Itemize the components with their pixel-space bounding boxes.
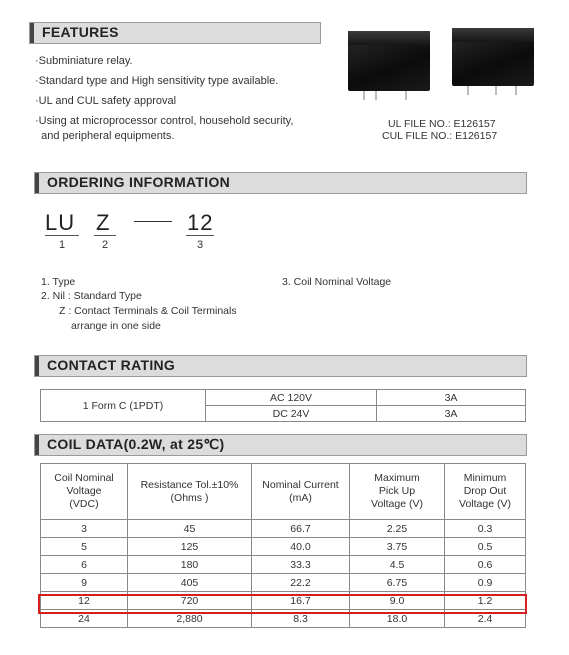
cell-pickup: 18.0 <box>350 610 445 628</box>
rating-voltage: DC 24V <box>206 406 377 422</box>
cell-dropout: 0.6 <box>445 556 526 574</box>
cell-current: 40.0 <box>252 538 350 556</box>
highlight-box <box>38 594 527 614</box>
note-coil-voltage: 3. Coil Nominal Voltage <box>282 276 392 288</box>
rating-current: 3A <box>377 406 526 422</box>
relay-left <box>348 31 430 91</box>
code-part-type: Z <box>96 210 111 235</box>
cell-pickup: 2.25 <box>350 520 445 538</box>
header-nominal-current: Nominal Current (mA) <box>252 464 350 520</box>
cell-pickup: 9.0 <box>350 592 445 610</box>
code-part-series: LU <box>45 210 76 235</box>
cell-resistance: 720 <box>128 592 252 610</box>
cell-resistance: 2,880 <box>128 610 252 628</box>
header-coil-voltage: Coil Nominal Voltage (VDC) <box>41 464 128 520</box>
contact-rating-heading: CONTACT RATING <box>47 357 176 373</box>
coil-data-heading: COIL DATA(0.2W, at 25℃) <box>47 436 225 452</box>
code-number-3: 3 <box>196 239 204 251</box>
contact-rating-heading-bar <box>34 355 527 377</box>
cell-dropout: 1.2 <box>445 592 526 610</box>
cell-coil-voltage: 5 <box>41 538 128 556</box>
table-header-row <box>41 464 526 520</box>
cell-coil-voltage: 12 <box>41 592 128 610</box>
cell-dropout: 0.3 <box>445 520 526 538</box>
cell-coil-voltage: 6 <box>41 556 128 574</box>
cell-pickup: 6.75 <box>350 574 445 592</box>
table-row <box>41 390 526 406</box>
note-z-line2: arrange in one side <box>71 320 161 332</box>
cul-file-number: CUL FILE NO.: E126157 <box>382 130 498 142</box>
features-heading-bar <box>29 22 321 44</box>
code-number-1: 1 <box>58 239 66 251</box>
table-row <box>41 556 526 574</box>
cell-coil-voltage: 3 <box>41 520 128 538</box>
cell-current: 8.3 <box>252 610 350 628</box>
feature-item: ·Using at microprocessor control, household security, <box>35 115 294 127</box>
cell-dropout: 0.5 <box>445 538 526 556</box>
cell-current: 66.7 <box>252 520 350 538</box>
cell-pickup: 4.5 <box>350 556 445 574</box>
feature-item: ·UL and CUL safety approval <box>35 95 177 107</box>
cell-coil-voltage: 24 <box>41 610 128 628</box>
table-row <box>41 520 526 538</box>
cell-coil-voltage: 9 <box>41 574 128 592</box>
table-row <box>41 538 526 556</box>
features-heading: FEATURES <box>42 24 119 40</box>
note-type: 1. Type <box>41 276 76 288</box>
ordering-heading: ORDERING INFORMATION <box>47 174 231 190</box>
coil-data-heading-bar <box>34 434 527 456</box>
header-resistance: Resistance Tol.±10% (Ohms ) <box>128 464 252 520</box>
cell-dropout: 0.9 <box>445 574 526 592</box>
rating-voltage: AC 120V <box>206 390 377 406</box>
ordering-heading-bar <box>34 172 527 194</box>
code-dash <box>134 221 172 222</box>
cell-dropout: 2.4 <box>445 610 526 628</box>
relay-product-image <box>345 28 545 108</box>
contact-form: 1 Form C (1PDT) <box>41 390 206 422</box>
cell-resistance: 125 <box>128 538 252 556</box>
note-z-line1: Z : Contact Terminals & Coil Terminals <box>59 305 237 317</box>
cell-resistance: 180 <box>128 556 252 574</box>
cell-resistance: 45 <box>128 520 252 538</box>
relay-right <box>452 28 534 86</box>
feature-item: and peripheral equipments. <box>35 130 175 142</box>
header-pickup-voltage: Maximum Pick Up Voltage (V) <box>350 464 445 520</box>
contact-rating-table <box>40 389 526 422</box>
code-number-2: 2 <box>101 239 109 251</box>
cell-current: 33.3 <box>252 556 350 574</box>
cell-resistance: 405 <box>128 574 252 592</box>
note-nil: 2. Nil : Standard Type <box>41 290 142 302</box>
cell-current: 22.2 <box>252 574 350 592</box>
cell-current: 16.7 <box>252 592 350 610</box>
feature-item: ·Subminiature relay. <box>35 55 133 67</box>
table-row <box>41 574 526 592</box>
code-part-voltage: 12 <box>187 210 214 235</box>
ul-file-number: UL FILE NO.: E126157 <box>388 118 496 130</box>
feature-item: ·Standard type and High sensitivity type available. <box>35 75 279 87</box>
cell-pickup: 3.75 <box>350 538 445 556</box>
header-dropout-voltage: Minimum Drop Out Voltage (V) <box>445 464 526 520</box>
rating-current: 3A <box>377 390 526 406</box>
